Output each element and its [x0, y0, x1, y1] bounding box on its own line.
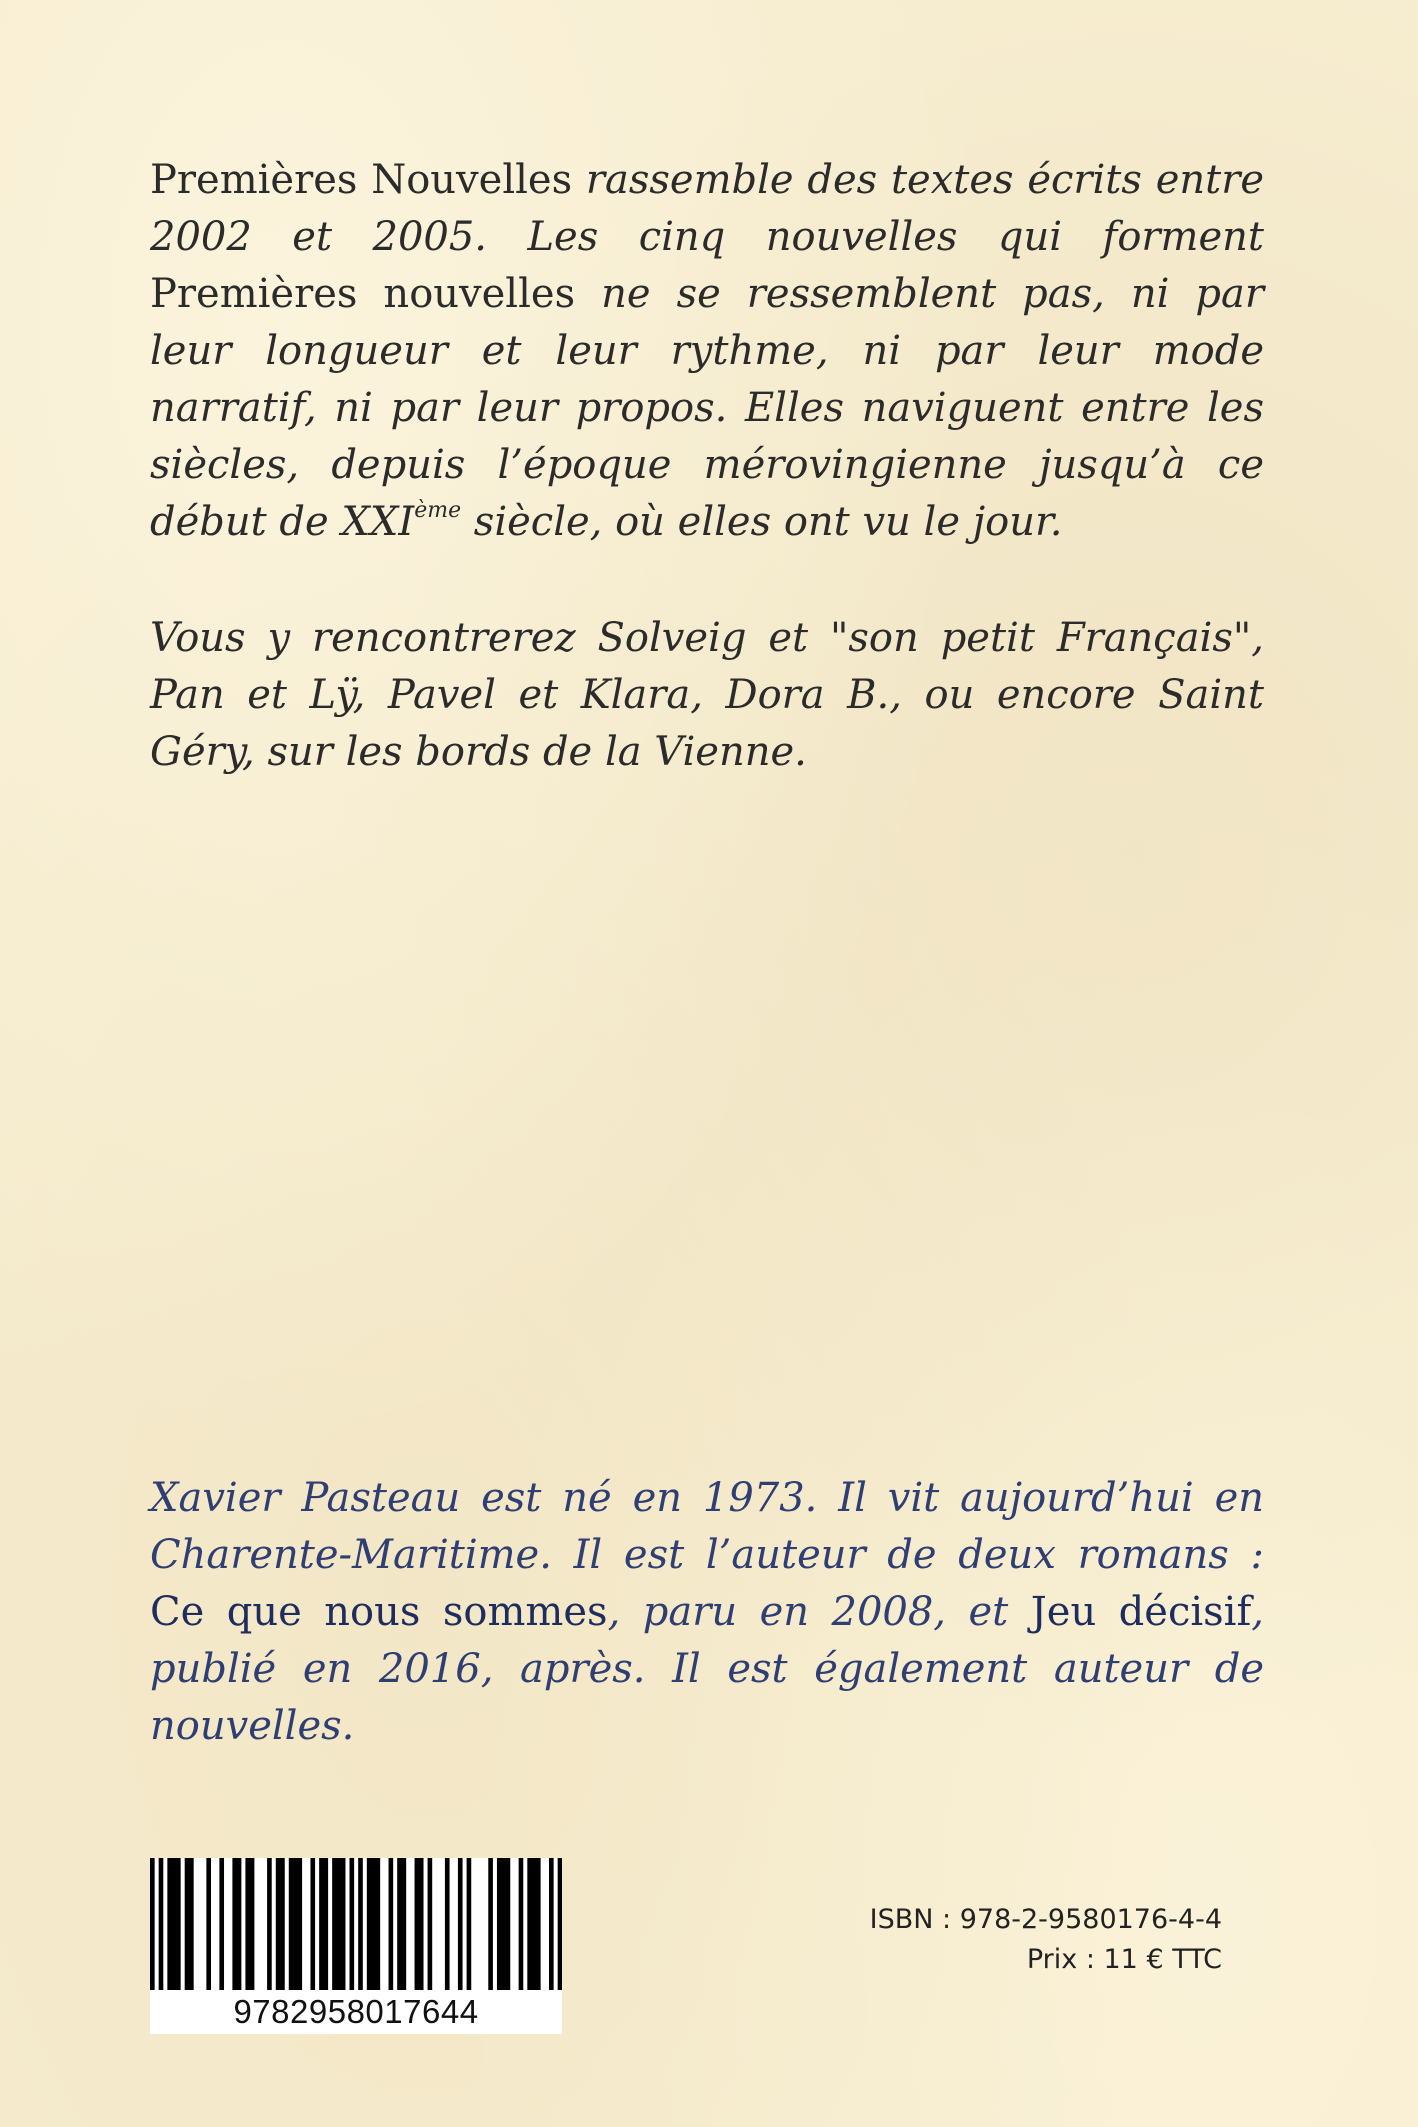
barcode-digits: 9782958017644	[233, 1993, 479, 2030]
barcode-bar	[402, 1858, 407, 1990]
barcode-bar	[245, 1858, 250, 1990]
barcode-bar	[371, 1858, 376, 1990]
book-title-inline: Premières Nouvelles	[150, 157, 573, 203]
superscript-eme: ème	[414, 497, 462, 523]
barcode-bar	[219, 1858, 224, 1990]
barcode-bar	[150, 1858, 155, 1990]
barcode-bar	[206, 1858, 211, 1990]
barcode-bar	[549, 1858, 554, 1990]
barcode-bar	[323, 1858, 328, 1990]
barcode-bar	[189, 1858, 194, 1990]
barcode-bar	[467, 1858, 472, 1990]
barcode-bar	[519, 1858, 524, 1990]
novel-title: Ce que nous sommes	[150, 1589, 608, 1635]
barcode-bar	[267, 1858, 272, 1990]
barcode-bar	[341, 1858, 346, 1990]
synopsis-paragraph	[150, 152, 1264, 551]
barcode-bar	[367, 1858, 372, 1990]
barcode-bar	[310, 1858, 315, 1990]
price-line: Prix : 11 € TTC	[1026, 1944, 1222, 1975]
barcode-bar	[167, 1858, 172, 1990]
barcode-bar	[172, 1858, 177, 1990]
barcode-bar	[358, 1858, 363, 1990]
barcode-bars	[150, 1858, 562, 1990]
barcode-bar	[176, 1858, 181, 1990]
author-bio	[150, 1470, 1264, 1755]
barcode-bar	[445, 1858, 450, 1990]
barcode-bar	[336, 1858, 341, 1990]
barcode-bar	[415, 1858, 420, 1990]
barcode-bar	[497, 1858, 502, 1990]
barcode-bar	[536, 1858, 541, 1990]
author-bio-text: Xavier Pasteau est né en 1973. Il vit aujourd’hui en Charente-Maritime. Il est l’auteur de deux romans :	[150, 1475, 1264, 1578]
barcode-bar	[428, 1858, 433, 1990]
barcode-bar	[397, 1858, 402, 1990]
barcode-bar	[237, 1858, 242, 1990]
author-bio-text: , publié en 2016, après. Il est également auteur de nouvelles.	[150, 1589, 1265, 1749]
barcode-bar	[332, 1858, 337, 1990]
barcode-bar	[558, 1858, 562, 1990]
barcode-bar	[532, 1858, 537, 1990]
barcode-bar	[389, 1858, 394, 1990]
barcode	[150, 1858, 562, 2034]
barcode-bar	[250, 1858, 255, 1990]
isbn-line: ISBN : 978-2-9580176-4-4	[869, 1904, 1222, 1935]
barcode-bar	[289, 1858, 294, 1990]
barcode-bar	[501, 1858, 506, 1990]
novel-title: Jeu décisif	[1030, 1589, 1252, 1635]
isbn-price-block	[870, 1900, 1222, 1980]
author-bio-text: , paru en 2008, et	[607, 1589, 1031, 1635]
barcode-bar	[506, 1858, 511, 1990]
barcode-bar	[419, 1858, 424, 1990]
barcode-bar	[232, 1858, 237, 1990]
barcode-bar	[488, 1858, 493, 1990]
synopsis-text: ne se ressemblent pas, ni par leur longueur et leur rythme, ni par leur mode narratif, ni par leur propos. Elles naviguent entre les siècles, depuis l’époque mérovingienne jusqu’à ce début de XXI	[150, 271, 1265, 545]
barcode-bar	[297, 1858, 302, 1990]
barcode-bar	[376, 1858, 381, 1990]
barcode-bar	[159, 1858, 164, 1990]
synopsis-text: siècle, où elles ont vu le jour.	[461, 499, 1063, 545]
barcode-bar	[319, 1858, 324, 1990]
barcode-bar	[293, 1858, 298, 1990]
synopsis-text: rassemble des textes écrits entre 2002 et 2005. Les cinq nouvelles qui forment	[150, 157, 1264, 260]
characters-text: Vous y rencontrerez Solveig et "son petit Français", Pan et Lÿ, Pavel et Klara, Dora B., ou encore Saint Géry, sur les bords de la Vienne.	[150, 615, 1264, 775]
barcode-bar	[185, 1858, 190, 1990]
barcode-bar	[276, 1858, 281, 1990]
characters-paragraph	[150, 610, 1264, 781]
barcode-bar	[527, 1858, 532, 1990]
barcode-bar	[280, 1858, 285, 1990]
book-title-inline: Premières nouvelles	[150, 271, 576, 317]
barcode-bar	[458, 1858, 463, 1990]
barcode-bar	[349, 1858, 354, 1990]
